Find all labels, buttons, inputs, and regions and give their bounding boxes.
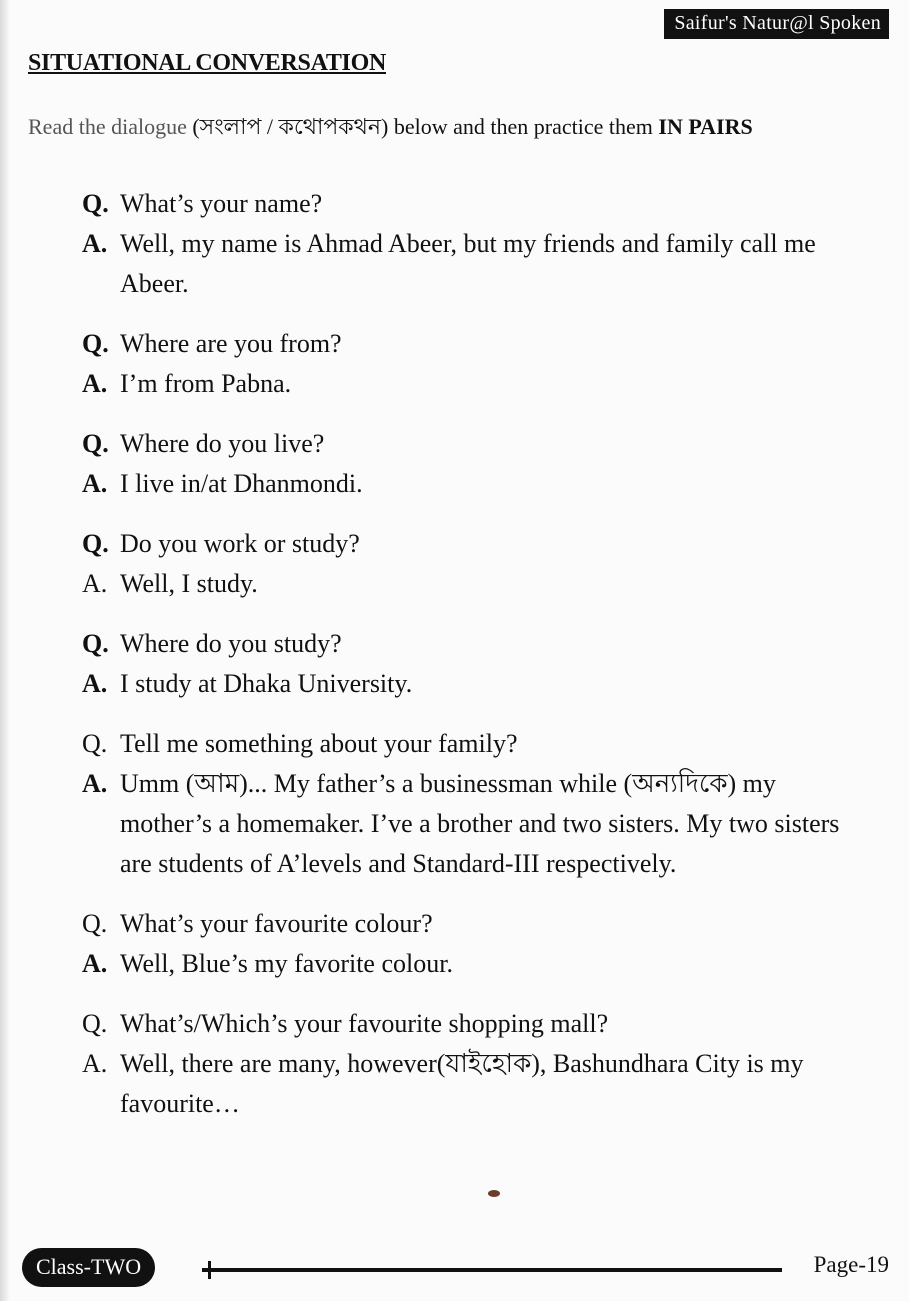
dialogue-list [82, 184, 842, 1144]
question-line [82, 324, 842, 364]
question-marker: Q. [82, 529, 109, 558]
answer-marker: A. [82, 469, 108, 498]
qa-pair [82, 524, 842, 604]
question-line [82, 424, 842, 464]
question-marker: Q. [82, 729, 108, 758]
question-marker: Q. [82, 1009, 108, 1038]
question-text: What’s your name? [120, 189, 323, 218]
qa-pair [82, 1004, 842, 1124]
answer-line [82, 564, 842, 604]
answer-marker: A. [82, 769, 108, 798]
answer-line [82, 764, 842, 884]
answer-line [82, 1044, 842, 1124]
answer-marker: A. [82, 569, 108, 598]
answer-text: Well, I study. [120, 569, 258, 598]
instruction-emphasis: IN PAIRS [658, 114, 753, 139]
qa-pair [82, 724, 842, 884]
question-text: Do you work or study? [120, 529, 360, 558]
answer-line [82, 944, 842, 984]
brand-tag: Saifur's Natur@l Spoken [664, 9, 889, 39]
ink-speck [488, 1190, 500, 1197]
answer-line [82, 224, 842, 304]
footer-divider [202, 1268, 782, 1272]
answer-text: Umm (আম)... My father’s a businessman while (অন্যদিকে) my mother’s a homemaker. I’ve a brother and two sisters. My two sisters are students of A’levels and Standard-III respectively. [120, 769, 840, 878]
question-text: What’s/Which’s your favourite shopping mall? [120, 1009, 609, 1038]
question-marker: Q. [82, 329, 109, 358]
section-title: SITUATIONAL CONVERSATION [28, 50, 386, 76]
qa-pair [82, 184, 842, 304]
answer-marker: A. [82, 1049, 108, 1078]
question-line [82, 624, 842, 664]
page-footer [0, 1244, 909, 1290]
instruction-lead: Read the dialogue [28, 114, 187, 139]
question-line [82, 724, 842, 764]
answer-line [82, 364, 842, 404]
page-number: Page-19 [813, 1252, 889, 1277]
question-text: Tell me something about your family? [120, 729, 518, 758]
question-text: Where do you study? [120, 629, 342, 658]
class-label: Class-TWO [22, 1248, 155, 1287]
question-text: What’s your favourite colour? [120, 909, 433, 938]
instruction-body: below and then practice them [393, 114, 659, 139]
answer-text: Well, there are many, however(যাইহোক), Bashundhara City is my favourite… [120, 1049, 804, 1118]
qa-pair [82, 424, 842, 504]
answer-text: Well, my name is Ahmad Abeer, but my friends and family call me Abeer. [120, 229, 816, 298]
answer-line [82, 664, 842, 704]
answer-marker: A. [82, 669, 108, 698]
answer-text: Well, Blue’s my favorite colour. [120, 949, 453, 978]
answer-marker: A. [82, 229, 108, 258]
question-line [82, 904, 842, 944]
question-marker: Q. [82, 189, 109, 218]
question-line [82, 524, 842, 564]
question-text: Where do you live? [120, 429, 325, 458]
question-text: Where are you from? [120, 329, 342, 358]
answer-marker: A. [82, 369, 108, 398]
instruction-bengali: (সংলাপ / কথোপকথন) [186, 114, 394, 139]
qa-pair [82, 624, 842, 704]
question-marker: Q. [82, 429, 109, 458]
question-line [82, 184, 842, 224]
answer-text: I live in/at Dhanmondi. [120, 469, 363, 498]
question-marker: Q. [82, 629, 109, 658]
answer-text: I’m from Pabna. [120, 369, 292, 398]
instruction [28, 110, 753, 147]
question-marker: Q. [82, 909, 108, 938]
question-line [82, 1004, 842, 1044]
answer-text: I study at Dhaka University. [120, 669, 413, 698]
page-edge-shadow [0, 0, 10, 1301]
qa-pair [82, 904, 842, 984]
qa-pair [82, 324, 842, 404]
answer-line [82, 464, 842, 504]
answer-marker: A. [82, 949, 108, 978]
